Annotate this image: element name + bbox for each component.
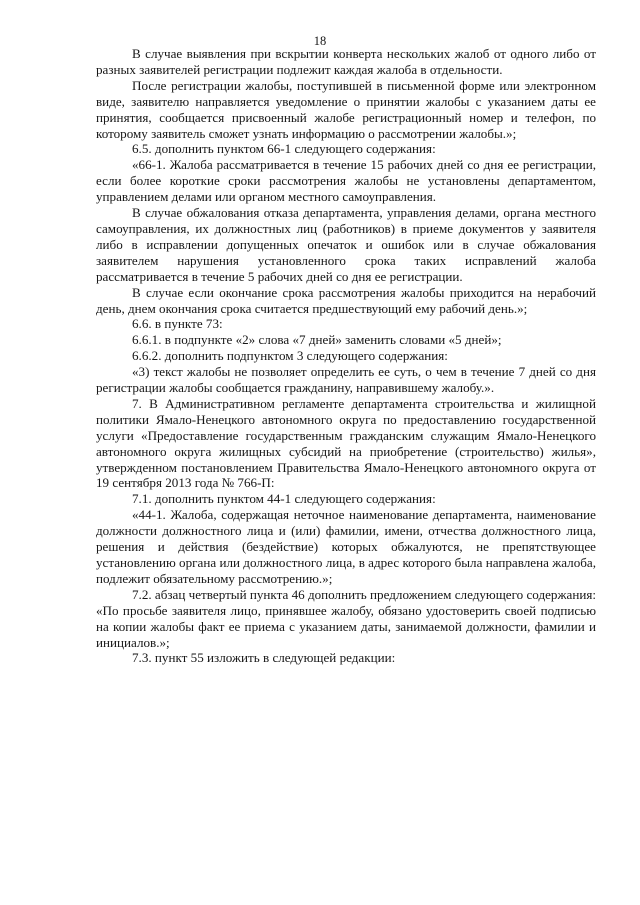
paragraph: 7.1. дополнить пунктом 44-1 следующего содержания: — [132, 491, 436, 507]
paragraph: 6.6.2. дополнить подпунктом 3 следующего содержания: — [132, 348, 448, 364]
paragraph: «66-1. Жалоба рассматривается в течение 15 рабочих дней со дня ее регистрации, если более короткие сроки рассмотрения жалобы не установлены департаментом, управлением делами или органом местного самоуправления. — [96, 157, 596, 205]
page-number: 18 — [313, 34, 327, 48]
paragraph: В случае обжалования отказа департамента, управления делами, органа местного самоуправления, их должностных лиц (работников) в приеме документов у заявителя либо в исправлении допущенных опечаток и ошибок или в случае обжалования заявителем нарушения установленного срока таких исправлений жалоба рассматривается в течение 5 рабочих дней со дня ее регистрации. — [96, 205, 596, 284]
paragraph: 6.6. в пункте 73: — [132, 316, 223, 332]
paragraph: После регистрации жалобы, поступившей в письменной форме или электронном виде, заявителю направляется уведомление о принятии жалобы с указанием даты ее принятия, сообщается присвоенный жалобе регистрационный номер и телефон, по которому заявитель сможет узнать информацию о рассмотрении жалобы.»; — [96, 77, 596, 141]
paragraph: «3) текст жалобы не позволяет определить ее суть, о чем в течение 7 дней со дня регистрации жалобы сообщается гражданину, направившему жалобу.». — [96, 364, 596, 396]
paragraph: В случае выявления при вскрытии конверта нескольких жалоб от одного либо от разных заявителей регистрации подлежит каждая жалоба в отдельности. — [96, 46, 596, 77]
paragraph: 7.2. абзац четвертый пункта 46 дополнить предложением следующего содержания: «По просьбе заявителя лицо, принявшее жалобу, обязано удостоверить своей подписью на копии жалобы факт ее приема с указанием даты, занимаемой должности, фамилии и инициалов.»; — [96, 586, 597, 650]
paragraph: 7. В Административном регламенте департамента строительства и жилищной политики Ямало-Ненецкого автономного округа по предоставлению государственной услуги «Предоставление государственным гражданским служащим Ямало-Ненецкого автономного округа жилищных субсидий на приобретение (строительство) жилья», утвержденном постановлением Правительства Ямало-Ненецкого автономного округа от 19 сентября 2013 года № 766-П: — [96, 395, 596, 491]
paragraph: 6.5. дополнить пунктом 66-1 следующего содержания: — [132, 141, 436, 157]
paragraph: 6.6.1. в подпункте «2» слова «7 дней» заменить словами «5 дней»; — [132, 332, 502, 348]
paragraph: «44-1. Жалоба, содержащая неточное наименование департамента, наименование должности должностного лица и (или) фамилии, имени, отчества должностного лица, решения и действия (бездействие) которых обжалуются, не препятствующее установлению органа или должностного лица, в адрес которого была направлена жалоба, подлежит обязательному рассмотрению.»; — [96, 507, 596, 586]
paragraph: 7.3. пункт 55 изложить в следующей редакции: — [132, 650, 396, 666]
paragraph: В случае если окончание срока рассмотрения жалобы приходится на нерабочий день, днем окончания срока считается предшествующий ему рабочий день.»; — [96, 284, 596, 316]
document-body — [96, 46, 596, 666]
